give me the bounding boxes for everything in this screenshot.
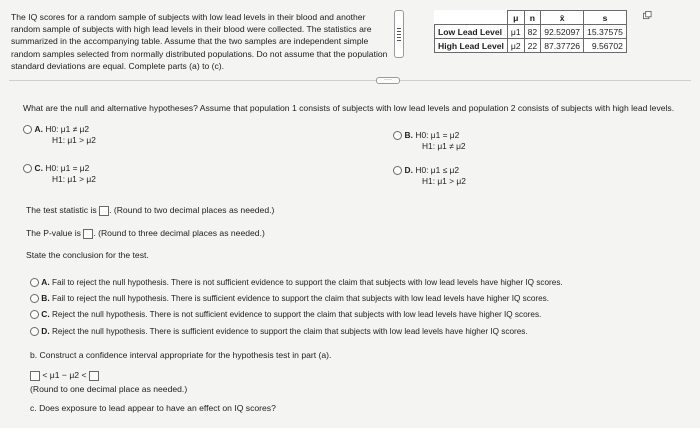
table-row: [435, 39, 627, 53]
test-statistic-line: The test statistic is . (Round to two decimal places as needed.): [26, 205, 275, 215]
header-xbar: x̄: [541, 11, 584, 25]
radio-b[interactable]: [393, 131, 402, 140]
hypothesis-option-d[interactable]: D. H0: μ1 ≤ μ2 H1: μ1 > μ2: [393, 165, 466, 186]
hypothesis-option-b[interactable]: B. H0: μ1 = μ2 H1: μ1 ≠ μ2: [393, 130, 466, 151]
part-c-prompt: c. Does exposure to lead appear to have an effect on IQ scores?: [30, 403, 276, 413]
conclusion-option-c[interactable]: C. Reject the null hypothesis. There is not sufficient evidence to support the claim that subjects with low lead levels have higher IQ scores.: [30, 309, 541, 320]
conclusion-option-a[interactable]: A. Fail to reject the null hypothesis. There is not sufficient evidence to support the claim that subjects with low lead levels have higher IQ scores.: [30, 277, 563, 288]
confidence-interval-line: < μ1 − μ2 <: [30, 370, 99, 381]
cell-s: 15.37575: [584, 25, 627, 39]
stats-table-header: [435, 11, 627, 25]
ci-lower-input[interactable]: [30, 371, 40, 381]
radio-d[interactable]: [393, 166, 402, 175]
expand-divider-button[interactable]: ····: [376, 77, 400, 84]
section-divider: [9, 80, 691, 81]
hypothesis-question: What are the null and alternative hypotheses? Assume that population 1 consists of subjects with low lead levels and population 2 consists of subjects with high lead levels.: [23, 103, 675, 113]
radio-d[interactable]: [30, 327, 39, 336]
conclusion-option-b[interactable]: B. Fail to reject the null hypothesis. There is sufficient evidence to support the claim that subjects with low lead levels have higher IQ scores.: [30, 293, 549, 304]
cell-s: 9.56702: [584, 39, 627, 53]
part-b-note: (Round to one decimal place as needed.): [30, 384, 188, 394]
radio-c[interactable]: [23, 164, 32, 173]
ci-upper-input[interactable]: [89, 371, 99, 381]
row-label: Low Lead Level: [435, 25, 508, 39]
header-mu: μ: [507, 11, 524, 25]
stats-table: [434, 10, 627, 53]
hypothesis-option-c[interactable]: C. H0: μ1 = μ2 H1: μ1 > μ2: [23, 163, 96, 184]
cell-mu: μ1: [507, 25, 524, 39]
radio-c[interactable]: [30, 310, 39, 319]
p-value-input[interactable]: [83, 229, 93, 239]
header-n: n: [524, 11, 541, 25]
radio-a[interactable]: [30, 278, 39, 287]
test-statistic-input[interactable]: [99, 206, 109, 216]
radio-a[interactable]: [23, 125, 32, 134]
cell-n: 22: [524, 39, 541, 53]
p-value-line: The P-value is . (Round to three decimal places as needed.): [26, 228, 265, 238]
cell-mu: μ2: [507, 39, 524, 53]
cell-xbar: 92.52097: [541, 25, 584, 39]
cell-xbar: 87.37726: [541, 39, 584, 53]
table-row: [435, 25, 627, 39]
cell-n: 82: [524, 25, 541, 39]
part-b-prompt: b. Construct a confidence interval appropriate for the hypothesis test in part (a).: [30, 350, 332, 360]
row-label: High Lead Level: [435, 39, 508, 53]
copy-icon[interactable]: [643, 11, 652, 20]
conclusion-prompt: State the conclusion for the test.: [26, 250, 149, 260]
conclusion-option-d[interactable]: D. Reject the null hypothesis. There is sufficient evidence to support the claim that subjects with low lead levels have higher IQ scores.: [30, 326, 528, 337]
splitter-handle[interactable]: [394, 10, 404, 58]
header-s: s: [584, 11, 627, 25]
problem-intro: The IQ scores for a random sample of subjects with low lead levels in their blood and another random sample of subjects with high lead levels in their blood were collected. The statistics are summarized in the accompanying table. Assume that the two samples are independent simple random samples selected from normally distributed populations. Do not assume that the population standard deviations are equal. Complete parts (a) to (c).: [11, 12, 388, 71]
hypothesis-option-a[interactable]: A. H0: μ1 ≠ μ2 H1: μ1 > μ2: [23, 124, 96, 145]
radio-b[interactable]: [30, 294, 39, 303]
stats-table-container: [434, 10, 627, 53]
